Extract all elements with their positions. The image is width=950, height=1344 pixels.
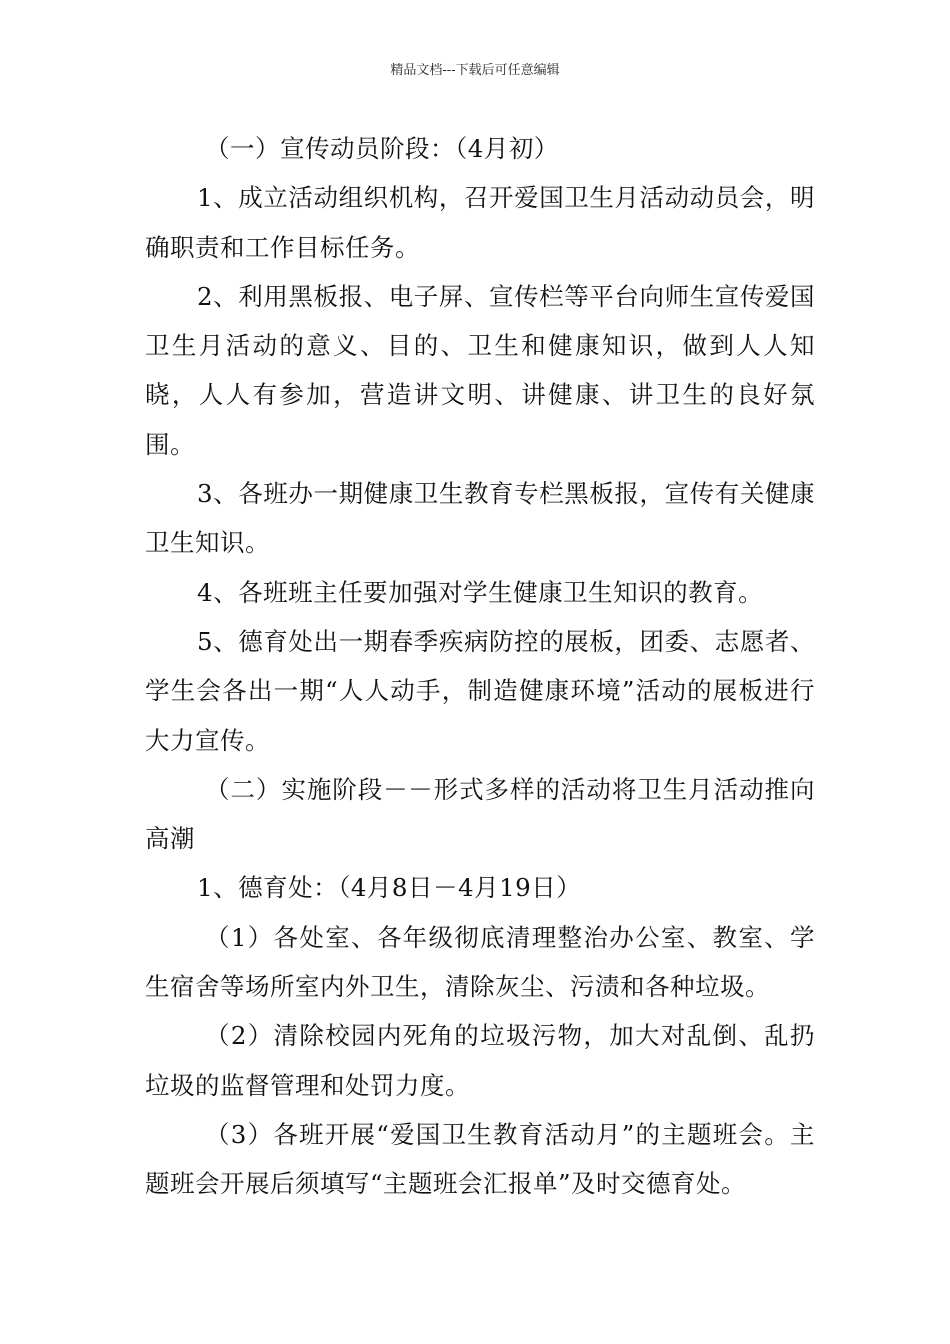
paragraph-item-2: 2、利用黑板报、电子屏、宣传栏等平台向师生宣传爱国卫生月活动的意义、目的、卫生和健康知识，做到人人知晓，人人有参加，营造讲文明、讲健康、讲卫生的良好氛围。: [145, 281, 815, 459]
section-heading-implementation: （二）实施阶段－－形式多样的活动将卫生月活动推向高潮: [145, 774, 815, 854]
paragraph-item-1: 1、成立活动组织机构，召开爱国卫生月活动动员会，明确职责和工作目标任务。: [145, 183, 815, 262]
paragraph-subitem-2: （2）清除校园内死角的垃圾污物，加大对乱倒、乱扔垃圾的监督管理和处罚力度。: [145, 1021, 815, 1100]
paragraph-item-5: 5、德育处出一期春季疾病防控的展板，团委、志愿者、学生会各出一期“人人动手，制造健康环境”活动的展板进行大力宣传。: [145, 626, 815, 755]
page-header: 精品文档---下载后可任意编辑: [390, 63, 560, 78]
document-body: [145, 124, 815, 1209]
paragraph-moral-education-office: 1、德育处：（4月8日－4月19日）: [197, 873, 582, 903]
paragraph-subitem-1: （1）各处室、各年级彻底清理整治办公室、教室、学生宿舍等场所室内外卫生，清除灰尘、污渍和各种垃圾。: [145, 922, 815, 1002]
paragraph-subitem-3: （3）各班开展“爱国卫生教育活动月”的主题班会。主题班会开展后须填写“主题班会汇报单”及时交德育处。: [145, 1119, 815, 1199]
paragraph-item-4: 4、各班班主任要加强对学生健康卫生知识的教育。: [197, 577, 764, 607]
section-heading-publicity: （一）宣传动员阶段：（4月初）: [205, 134, 559, 163]
paragraph-item-3: 3、各班办一期健康卫生教育专栏黑板报，宣传有关健康卫生知识。: [145, 479, 815, 558]
